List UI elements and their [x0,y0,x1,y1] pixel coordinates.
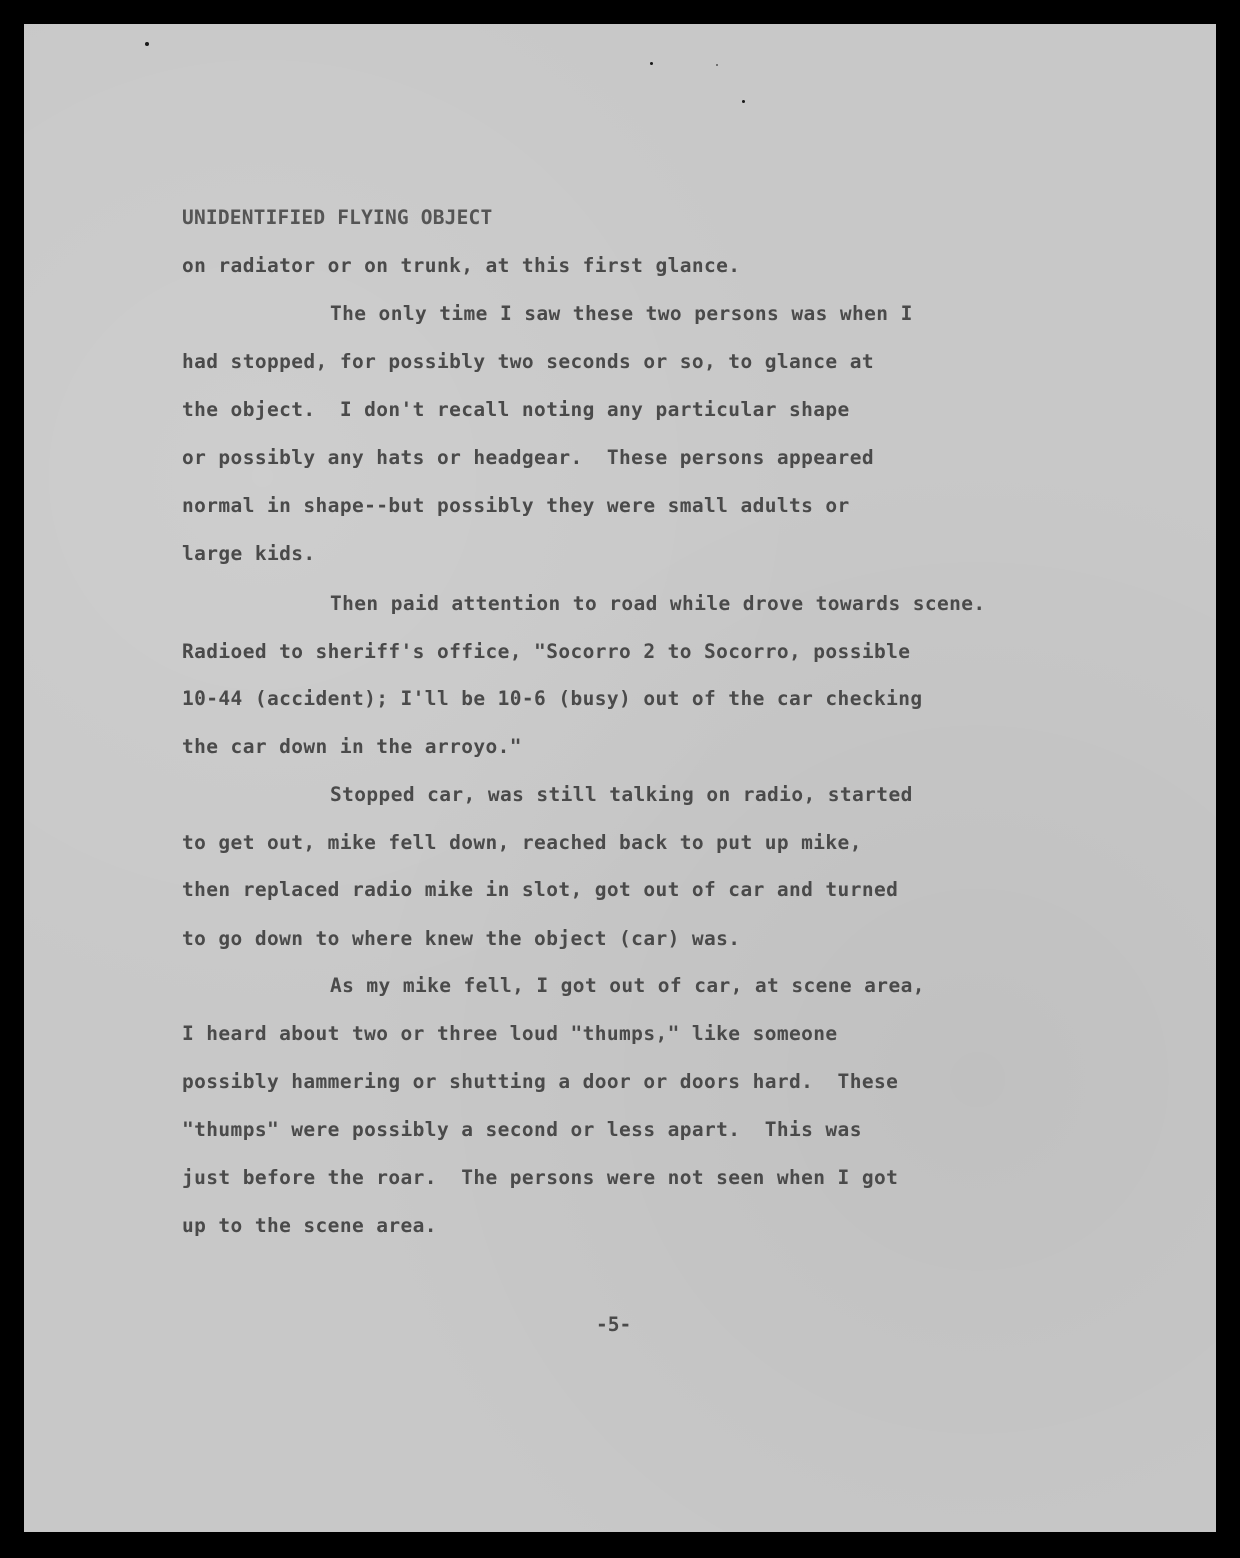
text-line: on radiator or on trunk, at this first glance. [182,254,741,277]
text-line: large kids. [182,542,316,565]
text-line: As my mike fell, I got out of car, at scene area, [330,974,925,997]
text-line: The only time I saw these two persons was when I [330,302,913,325]
text-line: I heard about two or three loud "thumps," like someone [182,1022,838,1045]
text-line: normal in shape--but possibly they were small adults or [182,494,850,517]
text-line: to go down to where knew the object (car) was. [182,927,741,950]
text-line: the object. I don't recall noting any particular shape [182,398,850,421]
text-line: just before the roar. The persons were not seen when I got [182,1166,899,1189]
text-line: to get out, mike fell down, reached back to put up mike, [182,831,862,854]
text-line: possibly hammering or shutting a door or doors hard. These [182,1070,899,1093]
dust-speck [145,42,149,46]
dust-speck [742,100,745,103]
text-line: Stopped car, was still talking on radio, started [330,783,913,806]
text-line: up to the scene area. [182,1214,437,1237]
text-line: then replaced radio mike in slot, got out of car and turned [182,878,899,901]
document-page [24,24,1216,1532]
text-line: 10-44 (accident); I'll be 10-6 (busy) out of the car checking [182,687,923,710]
text-line: "thumps" were possibly a second or less apart. This was [182,1118,862,1141]
text-line: had stopped, for possibly two seconds or so, to glance at [182,350,874,373]
document-header: UNIDENTIFIED FLYING OBJECT [182,206,493,229]
dust-speck [716,64,718,66]
text-line: Radioed to sheriff's office, "Socorro 2 to Socorro, possible [182,640,911,663]
dust-speck [650,62,653,65]
text-line: Then paid attention to road while drove towards scene. [330,592,986,615]
text-line: the car down in the arroyo." [182,735,522,758]
page-number: -5- [596,1313,632,1336]
text-line: or possibly any hats or headgear. These persons appeared [182,446,874,469]
